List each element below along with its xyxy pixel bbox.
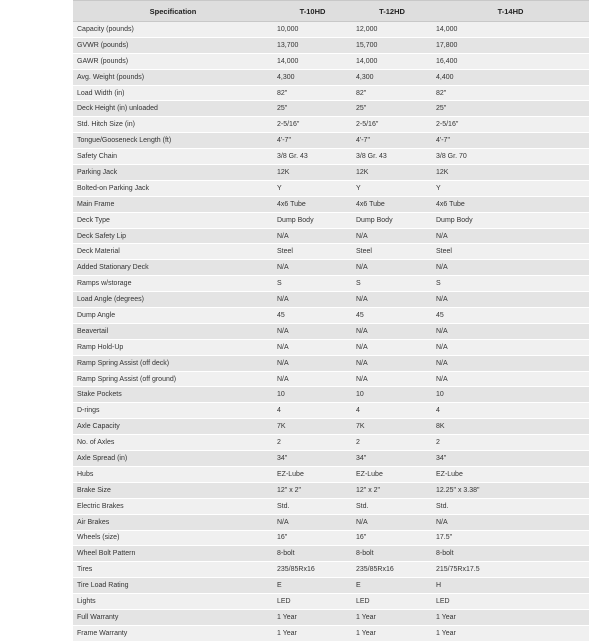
spec-table-container [73,0,589,637]
table-row [73,387,589,403]
table-row [73,308,589,324]
value-cell-t12hd: N/A [352,260,432,276]
value-cell-t14hd: Dump Body [432,212,589,228]
value-cell-t10hd: 25" [273,101,352,117]
value-cell-t14hd: 12K [432,165,589,181]
table-row [73,562,589,578]
header-model-t12hd: T-12HD [352,1,432,22]
spec-cell: Beavertail [73,323,273,339]
value-cell-t14hd: H [432,578,589,594]
value-cell-t10hd: 16" [273,530,352,546]
value-cell-t12hd: 15,700 [352,37,432,53]
table-row [73,625,589,641]
table-row [73,482,589,498]
value-cell-t10hd: N/A [273,339,352,355]
value-cell-t12hd: 12" x 2" [352,482,432,498]
value-cell-t14hd: 17,800 [432,37,589,53]
table-row [73,133,589,149]
value-cell-t12hd: 34" [352,451,432,467]
table-row [73,292,589,308]
value-cell-t10hd: 4 [273,403,352,419]
spec-cell: Stake Pockets [73,387,273,403]
value-cell-t14hd: 2-5/16" [432,117,589,133]
value-cell-t10hd: 4,300 [273,69,352,85]
value-cell-t12hd: Dump Body [352,212,432,228]
value-cell-t14hd: 3/8 Gr. 70 [432,149,589,165]
value-cell-t12hd: 4'-7" [352,133,432,149]
spec-cell: Ramps w/storage [73,276,273,292]
value-cell-t10hd: 8-bolt [273,546,352,562]
spec-cell: GAWR (pounds) [73,53,273,69]
table-row [73,37,589,53]
value-cell-t10hd: 7K [273,419,352,435]
value-cell-t10hd: 82" [273,85,352,101]
value-cell-t10hd: 4x6 Tube [273,196,352,212]
spec-cell: Tire Load Rating [73,578,273,594]
value-cell-t12hd: 8-bolt [352,546,432,562]
value-cell-t10hd: Std. [273,498,352,514]
spec-cell: Air Brakes [73,514,273,530]
spec-cell: Deck Type [73,212,273,228]
spec-cell: Tires [73,562,273,578]
spec-cell: Load Angle (degrees) [73,292,273,308]
value-cell-t12hd: 12,000 [352,22,432,38]
value-cell-t14hd: N/A [432,228,589,244]
value-cell-t14hd: 17.5" [432,530,589,546]
table-row [73,180,589,196]
value-cell-t10hd: N/A [273,371,352,387]
value-cell-t12hd: 235/85Rx16 [352,562,432,578]
value-cell-t12hd: 2 [352,435,432,451]
spec-cell: Avg. Weight (pounds) [73,69,273,85]
spec-cell: Safety Chain [73,149,273,165]
value-cell-t12hd: 1 Year [352,625,432,641]
value-cell-t12hd: N/A [352,228,432,244]
table-row [73,244,589,260]
table-row [73,546,589,562]
value-cell-t10hd: 3/8 Gr. 43 [273,149,352,165]
value-cell-t12hd: 25" [352,101,432,117]
value-cell-t14hd: N/A [432,292,589,308]
table-row [73,69,589,85]
spec-cell: Brake Size [73,482,273,498]
value-cell-t12hd: 2-5/16" [352,117,432,133]
table-row [73,435,589,451]
value-cell-t14hd: 4 [432,403,589,419]
value-cell-t12hd: N/A [352,371,432,387]
table-row [73,530,589,546]
spec-cell: Electric Brakes [73,498,273,514]
spec-cell: Axle Capacity [73,419,273,435]
value-cell-t10hd: S [273,276,352,292]
table-row [73,371,589,387]
value-cell-t12hd: N/A [352,355,432,371]
value-cell-t14hd: 8K [432,419,589,435]
value-cell-t10hd: 12" x 2" [273,482,352,498]
value-cell-t10hd: N/A [273,323,352,339]
value-cell-t14hd: N/A [432,355,589,371]
value-cell-t14hd: 4,400 [432,69,589,85]
value-cell-t14hd: 1 Year [432,609,589,625]
value-cell-t14hd: N/A [432,371,589,387]
value-cell-t12hd: 3/8 Gr. 43 [352,149,432,165]
spec-cell: Axle Spread (in) [73,451,273,467]
spec-cell: Parking Jack [73,165,273,181]
table-row [73,196,589,212]
table-row [73,466,589,482]
value-cell-t10hd: LED [273,594,352,610]
spec-cell: Load Width (in) [73,85,273,101]
value-cell-t10hd: 12K [273,165,352,181]
table-row [73,260,589,276]
table-row [73,323,589,339]
value-cell-t14hd: 10 [432,387,589,403]
header-model-t14hd: T-14HD [432,1,589,22]
table-row [73,578,589,594]
spec-cell: Capacity (pounds) [73,22,273,38]
table-row [73,165,589,181]
value-cell-t10hd: 34" [273,451,352,467]
spec-cell: Ramp Hold-Up [73,339,273,355]
value-cell-t12hd: E [352,578,432,594]
table-row [73,101,589,117]
spec-table [73,0,589,642]
spec-cell: Dump Angle [73,308,273,324]
table-row [73,498,589,514]
value-cell-t14hd: 8-bolt [432,546,589,562]
value-cell-t14hd: N/A [432,339,589,355]
value-cell-t12hd: 12K [352,165,432,181]
value-cell-t10hd: 2-5/16" [273,117,352,133]
table-row [73,419,589,435]
value-cell-t14hd: 45 [432,308,589,324]
spec-cell: Full Warranty [73,609,273,625]
value-cell-t14hd: N/A [432,260,589,276]
value-cell-t10hd: 14,000 [273,53,352,69]
spec-cell: D-rings [73,403,273,419]
value-cell-t10hd: 235/85Rx16 [273,562,352,578]
value-cell-t12hd: N/A [352,292,432,308]
value-cell-t10hd: 45 [273,308,352,324]
value-cell-t12hd: S [352,276,432,292]
spec-cell: Ramp Spring Assist (off ground) [73,371,273,387]
value-cell-t10hd: E [273,578,352,594]
spec-cell: Main Frame [73,196,273,212]
value-cell-t12hd: N/A [352,514,432,530]
table-row [73,149,589,165]
table-row [73,403,589,419]
value-cell-t12hd: Std. [352,498,432,514]
spec-cell: Deck Material [73,244,273,260]
spec-cell: Std. Hitch Size (in) [73,117,273,133]
value-cell-t14hd: LED [432,594,589,610]
spec-cell: Bolted-on Parking Jack [73,180,273,196]
spec-cell: Wheel Bolt Pattern [73,546,273,562]
spec-cell: Ramp Spring Assist (off deck) [73,355,273,371]
value-cell-t12hd: 16" [352,530,432,546]
table-row [73,22,589,38]
value-cell-t12hd: N/A [352,323,432,339]
table-row [73,355,589,371]
table-row [73,212,589,228]
table-row [73,514,589,530]
value-cell-t10hd: 10,000 [273,22,352,38]
value-cell-t10hd: 1 Year [273,625,352,641]
value-cell-t14hd: 4'-7" [432,133,589,149]
table-row [73,451,589,467]
value-cell-t10hd: N/A [273,355,352,371]
spec-cell: Wheels (size) [73,530,273,546]
table-body [73,22,589,642]
value-cell-t10hd: 10 [273,387,352,403]
header-specification: Specification [73,1,273,22]
value-cell-t12hd: 45 [352,308,432,324]
value-cell-t10hd: Steel [273,244,352,260]
value-cell-t12hd: 1 Year [352,609,432,625]
spec-cell: GVWR (pounds) [73,37,273,53]
value-cell-t14hd: N/A [432,514,589,530]
value-cell-t14hd: 12.25" x 3.38" [432,482,589,498]
table-row [73,85,589,101]
value-cell-t14hd: 2 [432,435,589,451]
value-cell-t14hd: 4x6 Tube [432,196,589,212]
value-cell-t14hd: 34" [432,451,589,467]
value-cell-t14hd: Std. [432,498,589,514]
value-cell-t14hd: N/A [432,323,589,339]
value-cell-t10hd: Y [273,180,352,196]
value-cell-t14hd: EZ-Lube [432,466,589,482]
value-cell-t14hd: 25" [432,101,589,117]
header-model-t10hd: T-10HD [273,1,352,22]
value-cell-t12hd: 10 [352,387,432,403]
table-row [73,53,589,69]
value-cell-t12hd: 14,000 [352,53,432,69]
table-row [73,609,589,625]
table-row [73,117,589,133]
value-cell-t10hd: EZ-Lube [273,466,352,482]
spec-cell: Tongue/Gooseneck Length (ft) [73,133,273,149]
value-cell-t10hd: N/A [273,260,352,276]
value-cell-t14hd: 16,400 [432,53,589,69]
value-cell-t12hd: 4 [352,403,432,419]
table-row [73,228,589,244]
value-cell-t12hd: Y [352,180,432,196]
table-header [73,1,589,22]
value-cell-t10hd: 2 [273,435,352,451]
value-cell-t12hd: 82" [352,85,432,101]
table-row [73,276,589,292]
value-cell-t12hd: 4x6 Tube [352,196,432,212]
spec-cell: No. of Axles [73,435,273,451]
spec-cell: Added Stationary Deck [73,260,273,276]
value-cell-t10hd: N/A [273,292,352,308]
value-cell-t14hd: S [432,276,589,292]
spec-cell: Lights [73,594,273,610]
value-cell-t10hd: 1 Year [273,609,352,625]
value-cell-t14hd: Steel [432,244,589,260]
table-row [73,594,589,610]
spec-cell: Deck Height (in) unloaded [73,101,273,117]
spec-cell: Frame Warranty [73,625,273,641]
value-cell-t10hd: 13,700 [273,37,352,53]
value-cell-t14hd: Y [432,180,589,196]
spec-cell: Deck Safety Lip [73,228,273,244]
value-cell-t12hd: N/A [352,339,432,355]
value-cell-t12hd: LED [352,594,432,610]
table-row [73,339,589,355]
value-cell-t14hd: 82" [432,85,589,101]
value-cell-t10hd: Dump Body [273,212,352,228]
header-row [73,1,589,22]
value-cell-t10hd: N/A [273,514,352,530]
value-cell-t14hd: 215/75Rx17.5 [432,562,589,578]
value-cell-t10hd: N/A [273,228,352,244]
value-cell-t12hd: EZ-Lube [352,466,432,482]
value-cell-t12hd: 7K [352,419,432,435]
value-cell-t14hd: 1 Year [432,625,589,641]
value-cell-t12hd: Steel [352,244,432,260]
value-cell-t10hd: 4'-7" [273,133,352,149]
value-cell-t14hd: 14,000 [432,22,589,38]
value-cell-t12hd: 4,300 [352,69,432,85]
spec-cell: Hubs [73,466,273,482]
